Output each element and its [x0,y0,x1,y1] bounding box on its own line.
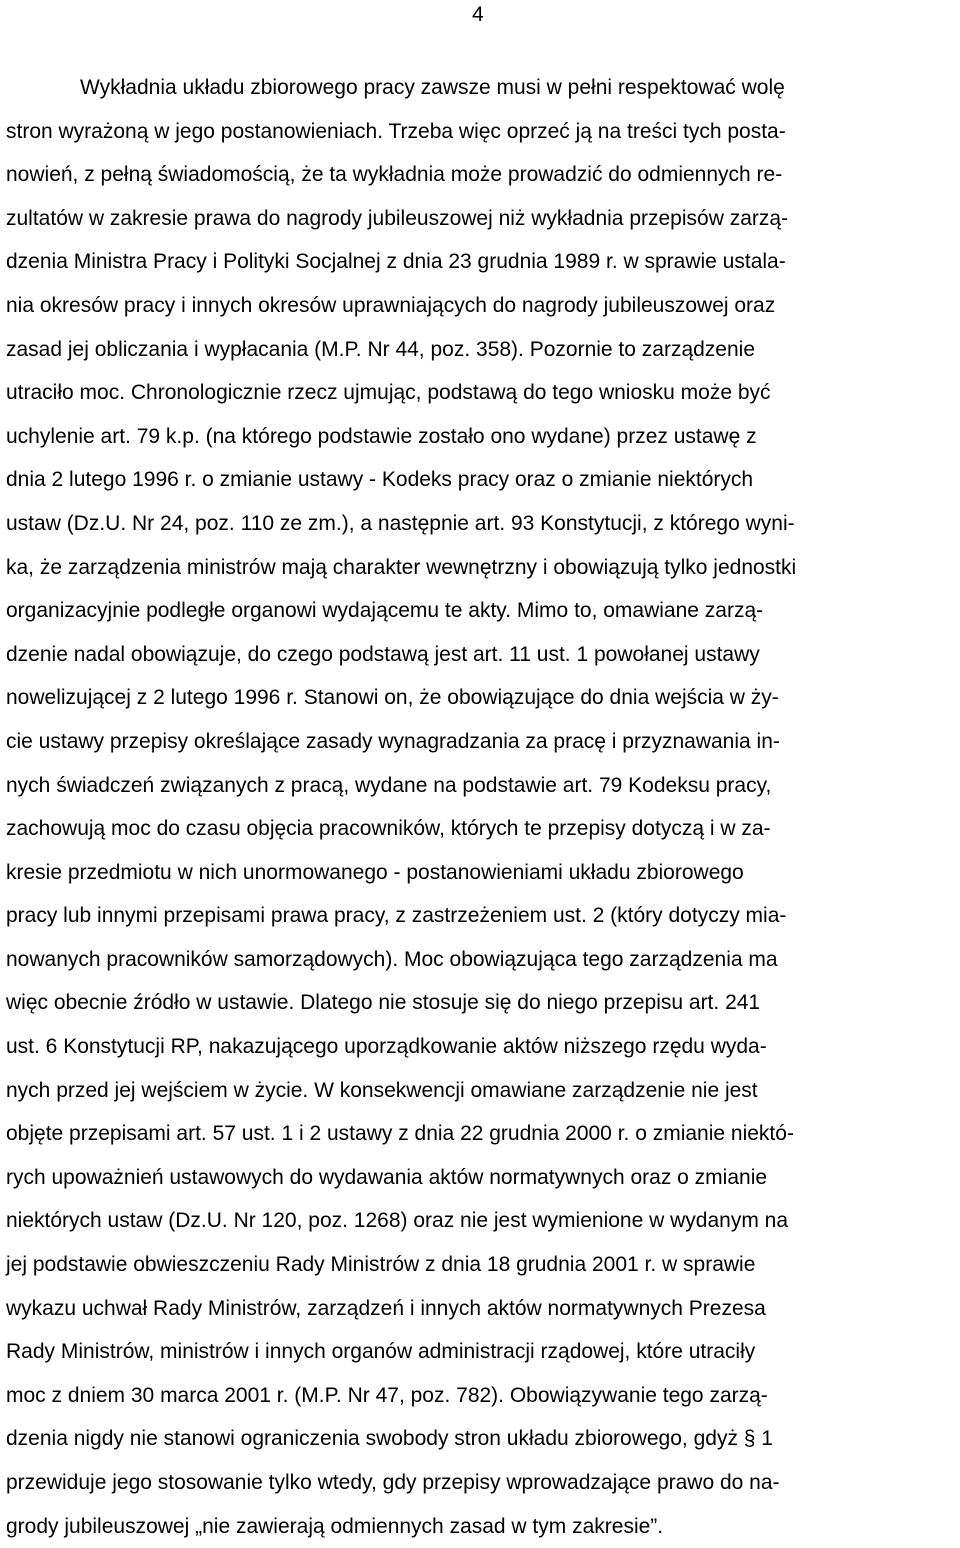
text-line: moc z dniem 30 marca 2001 r. (M.P. Nr 47, poz. 782). Obowiązywanie tego zarzą- [6,1383,768,1407]
text-line: cie ustawy przepisy określające zasady wynagradzania za pracę i przyznawania in- [6,729,780,753]
text-line: uchylenie art. 79 k.p. (na którego podstawie zostało ono wydane) przez ustawę z [6,424,757,448]
text-line: kresie przedmiotu w nich unormowanego - postanowieniami układu zbiorowego [6,860,744,884]
text-line: zachowują moc do czasu objęcia pracowników, których te przepisy dotyczą i w za- [6,817,771,841]
page-number: 4 [472,3,484,26]
text-line: jej podstawie obwieszczeniu Rady Ministrów z dnia 18 grudnia 2001 r. w sprawie [6,1253,756,1277]
text-line: ustaw (Dz.U. Nr 24, poz. 110 ze zm.), a następnie art. 93 Konstytucji, z którego wyni- [6,511,795,535]
text-line: rych upoważnień ustawowych do wydawania aktów normatywnych oraz o zmianie [6,1165,768,1189]
text-line: dnia 2 lutego 1996 r. o zmianie ustawy - Kodeks pracy oraz o zmianie niektórych [6,468,754,492]
text-line: Wykładnia układu zbiorowego pracy zawsze musi w pełni respektować wolę [80,76,785,99]
text-line: więc obecnie źródło w ustawie. Dlatego nie stosuje się do niego przepisu art. 241 [6,991,761,1015]
text-line: dzenie nadal obowiązuje, do czego podstawą jest art. 11 ust. 1 powołanej ustawy [6,642,760,666]
text-line: nych przed jej wejściem w życie. W konsekwencji omawiane zarządzenie nie jest [6,1078,758,1102]
text-line: zasad jej obliczania i wypłacania (M.P. Nr 44, poz. 358). Pozornie to zarządzenie [6,337,756,361]
text-line: nych świadczeń związanych z pracą, wydane na podstawie art. 79 Kodeksu pracy, [6,773,772,797]
body-paragraph [6,66,956,1548]
text-line: zultatów w zakresie prawa do nagrody jubileuszowej niż wykładnia przepisów zarzą- [6,206,789,230]
text-line: dzenia nigdy nie stanowi ograniczenia swobody stron układu zbiorowego, gdyż § 1 [6,1427,773,1451]
text-line: nowanych pracowników samorządowych). Moc obowiązująca tego zarządzenia ma [6,947,778,971]
text-line: dzenia Ministra Pracy i Polityki Socjalnej z dnia 23 grudnia 1989 r. w sprawie ustala- [6,250,786,274]
text-line: nowień, z pełną świadomością, że ta wykładnia może prowadzić do odmiennych re- [6,163,783,187]
text-line: utraciło moc. Chronologicznie rzecz ujmując, podstawą do tego wniosku może być [6,381,771,405]
text-line: objęte przepisami art. 57 ust. 1 i 2 ustawy z dnia 22 grudnia 2000 r. o zmianie niektó- [6,1122,794,1146]
text-line: przewiduje jego stosowanie tylko wtedy, gdy przepisy wprowadzające prawo do na- [6,1471,780,1494]
text-line: nowelizującej z 2 lutego 1996 r. Stanowi on, że obowiązujące do dnia wejścia w ży- [6,686,779,710]
text-line: pracy lub innymi przepisami prawa pracy, z zastrzeżeniem ust. 2 (który dotyczy mia- [6,904,787,928]
text-line: ust. 6 Konstytucji RP, nakazującego uporządkowanie aktów niższego rzędu wyda- [6,1035,767,1059]
text-line: Rady Ministrów, ministrów i innych organów administracji rządowej, które utraciły [6,1340,756,1364]
text-line: grody jubileuszowej „nie zawierają odmiennych zasad w tym zakresie”. [6,1514,664,1538]
text-line: stron wyrażoną w jego postanowieniach. Trzeba więc oprzeć ją na treści tych posta- [6,119,786,143]
text-line: organizacyjnie podległe organowi wydającemu te akty. Mimo to, omawiane zarzą- [6,599,764,623]
text-line: wykazu uchwał Rady Ministrów, zarządzeń i innych aktów normatywnych Prezesa [6,1296,766,1320]
text-line: nia okresów pracy i innych okresów uprawniających do nagrody jubileuszowej oraz [6,293,776,317]
text-line: niektórych ustaw (Dz.U. Nr 120, poz. 1268) oraz nie jest wymienione w wydanym na [6,1209,789,1233]
text-line: ka, że zarządzenia ministrów mają charakter wewnętrzny i obowiązują tylko jednostki [6,555,797,579]
